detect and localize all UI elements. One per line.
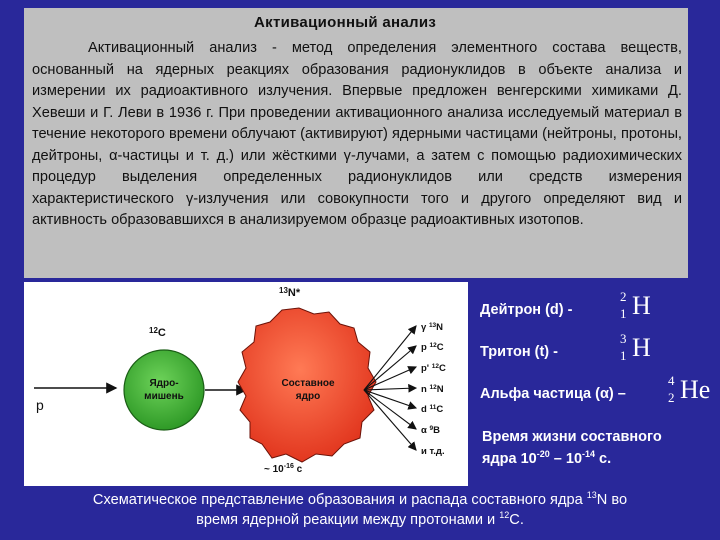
triton-z: 1 bbox=[620, 348, 627, 363]
gamma-symbol: γ bbox=[343, 147, 351, 164]
lifetime-text: ядра 10 bbox=[482, 451, 537, 467]
alpha-mass: 4 bbox=[668, 373, 675, 388]
text-panel bbox=[24, 8, 688, 278]
caption-text: С. bbox=[509, 512, 524, 528]
alpha-symbol: α bbox=[109, 147, 118, 164]
time-label: ~ $10^{-16}$ с bbox=[264, 463, 303, 475]
alpha-label: Альфа частица (α) – bbox=[480, 386, 626, 402]
reaction-diagram-svg bbox=[24, 282, 468, 486]
deuteron-label: Дейтрон (d) - bbox=[480, 302, 573, 318]
triton-symbol: H bbox=[632, 333, 651, 362]
projectile-label: p bbox=[36, 397, 44, 413]
decay-product-label: n $^{12}$N bbox=[421, 384, 444, 395]
lifetime-text: – 10 bbox=[549, 451, 583, 467]
deuteron-z: 1 bbox=[620, 306, 627, 321]
paragraph-part-1: Активационный анализ - метод определения элементного состава веществ, основанный на ядерных реакциях образования радионуклидов в объекте анализа и измерении их радиоактивного излучения. Впервые предложен венгерскими химиками Д. Хевеши и Г. Леви в 1936 г. При проведении активационного анализа исследуемый материал в течение некоторого времени облучают (активируют) ядерными частицами (нейтроны, протоны, дейтроны, bbox=[32, 40, 682, 164]
decay-product-label: α $^9$B bbox=[421, 425, 440, 436]
decay-arrow bbox=[364, 346, 416, 390]
gamma-symbol: γ bbox=[186, 190, 194, 207]
decay-product-label: p $^{12}$C bbox=[421, 342, 444, 353]
decay-product-label: d $^{11}$C bbox=[421, 404, 444, 415]
target-text-1: Ядро- bbox=[149, 378, 179, 389]
decay-product-label: и т.д. bbox=[421, 446, 445, 457]
caption-line-2 bbox=[0, 510, 720, 530]
caption-text: Схематическое представление образования и распада составного ядра bbox=[92, 492, 587, 508]
triton-label: Тритон (t) - bbox=[480, 344, 558, 360]
decay-arrow bbox=[364, 326, 416, 390]
compound-label: $^{13}$N* bbox=[279, 286, 301, 299]
alpha-symbol: He bbox=[680, 375, 711, 404]
caption-superscript: 12 bbox=[499, 510, 510, 521]
paragraph-part-2: -частицы и т. д.) или жёсткими bbox=[117, 147, 344, 164]
paragraph-part-4: -излучения или совокупности того и другого определяют вид и активность образовавшихся в анализируемом образце радиоактивных изотопов. bbox=[32, 190, 682, 228]
caption-superscript: 13 bbox=[586, 490, 597, 501]
alpha-z: 2 bbox=[668, 390, 675, 405]
lifetime-line-1: Время жизни составного bbox=[482, 429, 662, 445]
lifetime-text: с. bbox=[595, 451, 612, 467]
decay-product-label: γ $^{13}$N bbox=[421, 322, 444, 333]
lifetime-note bbox=[482, 426, 712, 470]
compound-text-2: ядро bbox=[295, 391, 321, 402]
body-paragraph bbox=[32, 38, 682, 232]
lifetime-line-2 bbox=[482, 448, 712, 470]
decay-products bbox=[364, 322, 446, 457]
compound-text-1: Составное bbox=[281, 378, 335, 389]
decay-product-label: p' $^{12}$C bbox=[421, 363, 446, 374]
right-column bbox=[478, 282, 714, 486]
target-label: $^{12}$C bbox=[149, 326, 166, 339]
deuteron-mass: 2 bbox=[620, 289, 627, 304]
lifetime-exponent-1: -20 bbox=[536, 449, 550, 460]
slide-title: Активационный анализ bbox=[254, 14, 437, 31]
deuteron-symbol: H bbox=[632, 291, 651, 320]
lifetime-exponent-2: -14 bbox=[582, 449, 596, 460]
target-nucleus bbox=[124, 350, 204, 430]
caption-text: N во bbox=[596, 492, 628, 508]
target-text-2: мишень bbox=[144, 391, 184, 402]
paragraph-part-3: -лучами, а затем с помощью радиохимических процедур выделения определенных радионуклидов или средств измерения характеристического bbox=[32, 147, 682, 207]
triton-mass: 3 bbox=[620, 331, 627, 346]
reaction-diagram bbox=[24, 282, 468, 486]
caption-line-1 bbox=[0, 490, 720, 510]
figure-caption bbox=[0, 490, 720, 530]
caption-text: время ядерной реакции между протонами и bbox=[196, 512, 500, 528]
